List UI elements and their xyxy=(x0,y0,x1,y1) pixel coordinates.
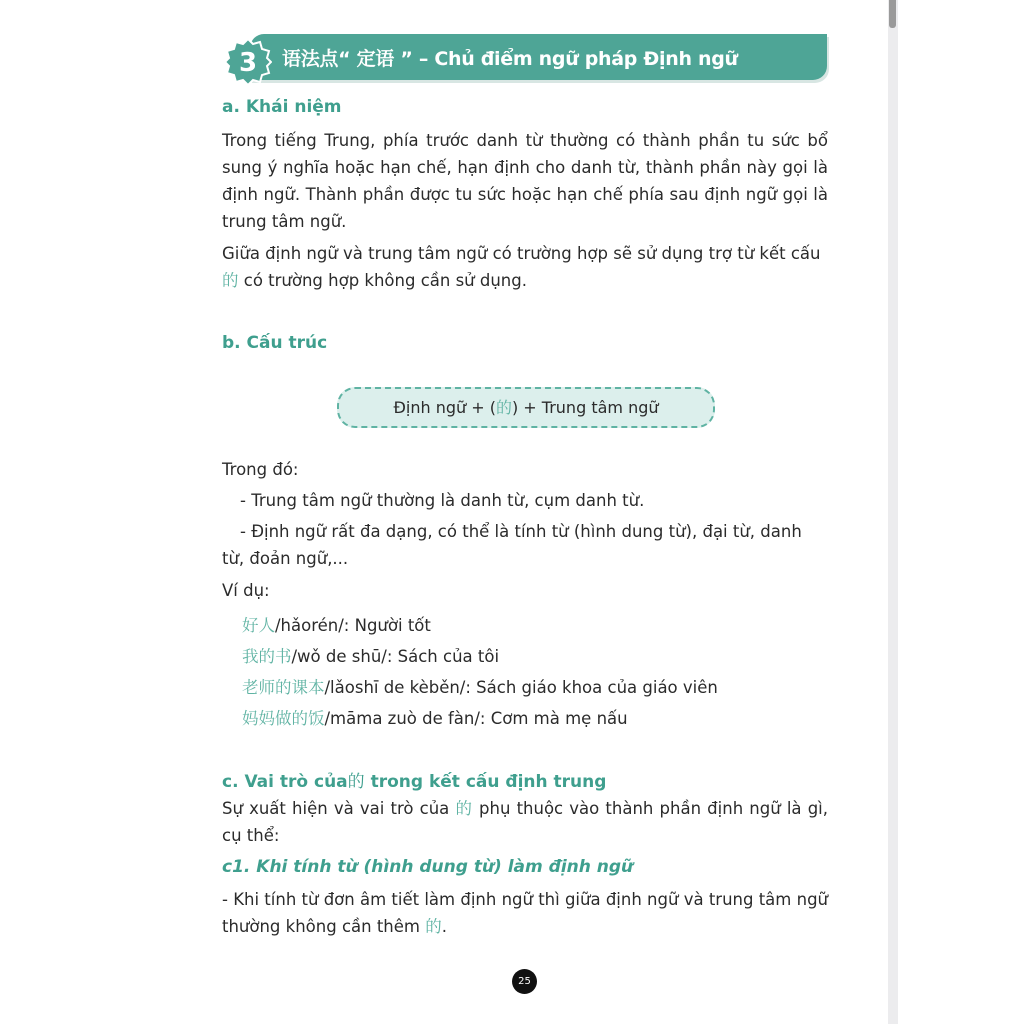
heading-c1: c1. Khi tính từ (hình dung từ) làm định ngữ xyxy=(222,857,634,877)
scrollbar-track[interactable] xyxy=(888,0,898,1024)
example-item: 我的书/wǒ de shū/: Sách của tôi xyxy=(242,647,500,666)
paragraph-role: Sự xuất hiện và vai trò của 的 phụ thuộc vào thành phần định ngữ là gì, cụ thể: xyxy=(222,799,829,845)
heading-b: b. Cấu trúc xyxy=(222,333,328,353)
paragraph-c1: - Khi tính từ đơn âm tiết làm định ngữ thì giữa định ngữ và trung tâm ngữ thường không cần thêm 的. xyxy=(222,890,828,936)
heading-a: a. Khái niệm xyxy=(222,97,342,117)
section-title: 语法点“ 定语 ” – Chủ điểm ngữ pháp Định ngữ xyxy=(282,48,738,70)
heading-c: c. Vai trò của的 trong kết cấu định trung xyxy=(222,772,607,792)
example-item: 妈妈做的饭/māma zuò de fàn/: Cơm mà mẹ nấu xyxy=(242,709,628,728)
paragraph-definition: Trong tiếng Trung, phía trước danh từ thường có thành phần tu sức bổ sung ý nghĩa hoặc hạn chế, hạn định cho danh từ, thành phần này gọi là định ngữ. Thành phần được tu sức hoặc hạn chế phía sau định ngữ gọi là trung tâm ngữ. xyxy=(222,131,828,231)
where-label: Trong đó: xyxy=(222,460,299,479)
example-item: 好人/hǎorén/: Người tốt xyxy=(242,616,431,635)
section-number-badge xyxy=(224,38,272,86)
page-number: 25 xyxy=(512,969,537,994)
example-item: 老师的课本/lǎoshī de kèběn/: Sách giáo khoa của giáo viên xyxy=(242,678,718,697)
bullet-1: - Trung tâm ngữ thường là danh từ, cụm danh từ. xyxy=(240,491,645,510)
paragraph-de-usage: Giữa định ngữ và trung tâm ngữ có trường hợp sẽ sử dụng trợ từ kết cấu 的 có trường hợp không cần sử dụng. xyxy=(222,244,821,290)
scrollbar-thumb[interactable] xyxy=(889,0,896,28)
structure-formula: Định ngữ + (的) + Trung tâm ngữ xyxy=(337,387,715,428)
bullet-2: - Định ngữ rất đa dạng, có thể là tính từ (hình dung từ), đại từ, danh từ, đoản ngữ,... xyxy=(222,522,802,568)
examples-label: Ví dụ: xyxy=(222,581,270,600)
svg-text:3: 3 xyxy=(238,48,258,78)
